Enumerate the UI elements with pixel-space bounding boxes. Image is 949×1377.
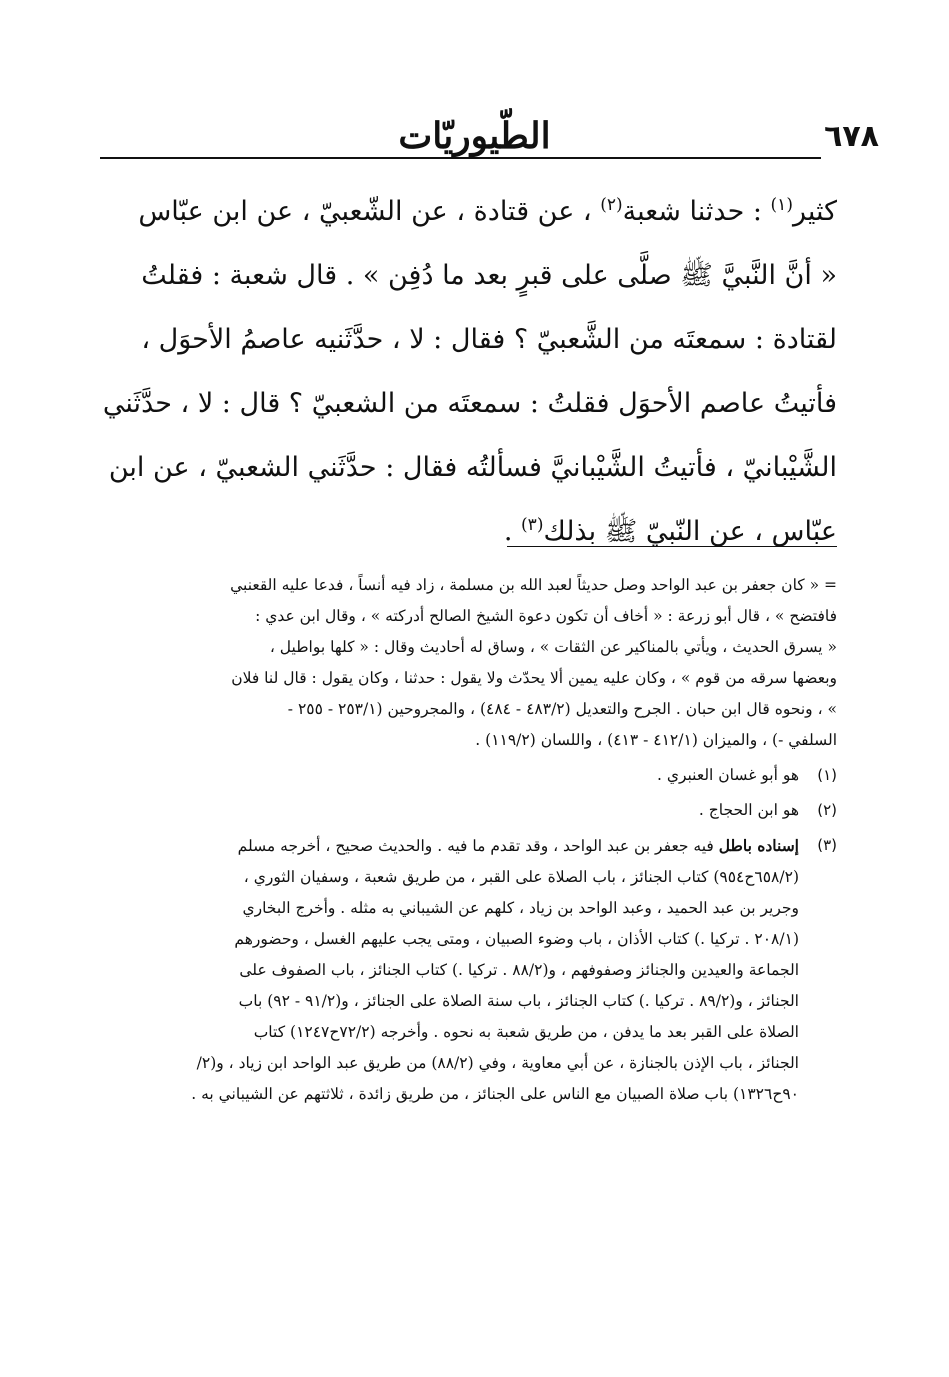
text-line: فأتيتُ عاصم الأحوَل فقلتُ : سمعتَه من الشعبيّ ؟ قال : لا ، حدَّثَني: [102, 388, 837, 419]
footnote-lead: إسناده باطل: [718, 836, 799, 855]
text-segment: كثير: [792, 196, 837, 227]
footnote-1: [96, 760, 837, 791]
text-segment: .: [503, 516, 522, 547]
footnote-line: الصلاة على القبر بعد ما يدفن ، من طريق شعبة به نحوه . وأخرجه (٧٢/٢ح١٢٤٧) كتاب: [253, 1023, 799, 1041]
footnote-line: فافتضح » ، قال أبو زرعة : « أخاف أن تكون دعوة الشيخ الصالح أدركته » ، وقال ابن عدي :: [255, 607, 837, 625]
footnote-number: (١): [817, 766, 837, 784]
footnote-line: = « كان جعفر بن عبد الواحد وصل حديثاً لعبد الله بن مسلمة ، زاد فيه أنساً ، فدعا عليه القعنبي: [230, 576, 837, 594]
footnote-ref: (٣): [521, 515, 544, 535]
footnote-line: الجنائز ، و(٨٩/٢ . تركيا .) كتاب الجنائز ، باب سنة الصلاة على الجنائز ، و(٩١/٢ - ٩٢) باب: [238, 992, 799, 1010]
footnote-line: السلفي -) ، والميزان (٤١٢/١ - ٤١٣) ، واللسان (١١٩/٢) .: [475, 731, 837, 749]
footnote-2: [96, 795, 837, 826]
text-segment: : حدثنا شعبة: [622, 196, 771, 227]
footnote-line: الجماعة والعيدين والجنائز وصفوفهم ، و(٨٨/٢ . تركيا .) كتاب الجنائز ، باب الصفوف على: [239, 961, 799, 979]
footnote-line: الجنائز ، باب الإذن بالجنازة ، عن أبي معاوية ، وفي (٨٨/٢) من طريق عبد الواحد ابن زياد ، و(٢/: [196, 1054, 799, 1072]
footnote-3: [96, 830, 837, 1110]
running-title: الطّيوريّات: [398, 115, 551, 157]
text-line: [96, 500, 837, 564]
footnote-number: (٣): [817, 836, 837, 854]
text-line: لقتادة : سمعتَه من الشَّعبيّ ؟ فقال : لا ، حدَّثَنيه عاصمُ الأحوَل ،: [141, 324, 837, 355]
footnote-line: » ، ونحوه قال ابن حبان . الجرح والتعديل (٤٨٣/٢ - ٤٨٤) ، والمجروحين (٢٥٣/١ - ٢٥٥ -: [287, 700, 837, 718]
footnote-line: [96, 830, 799, 862]
footnote-number: (٢): [817, 801, 837, 819]
text-segment: فيه جعفر بن عبد الواحد ، وقد تقدم ما فيه . والحديث صحيح ، أخرجه مسلم: [237, 837, 719, 855]
footnote-line: وجرير بن عبد الحميد ، وعبد الواحد بن زياد ، كلهم عن الشيباني به مثله . وأخرج البخاري: [242, 899, 799, 917]
text-line: الشَّيْبانيّ ، فأتيتُ الشَّيْبانيَّ فسألتُه فقال : حدَّثَني الشعبيّ ، عن ابن: [108, 452, 837, 483]
page-header: [70, 96, 879, 157]
footnote-continuation: [96, 570, 837, 756]
text-segment: عبّاس ، عن النّبيّ ﷺ بذلك: [543, 516, 837, 547]
footnote-ref: (١): [770, 195, 793, 215]
footnote-line: هو أبو غسان العنبري .: [656, 766, 799, 784]
footnote-line: (٢٠٨/١ . تركيا .) كتاب الأذان ، باب وضوء الصبيان ، ومتى يجب عليهم الغسل ، وحضورهم: [234, 930, 799, 948]
footnote-line: ٩٠ح١٣٢٦) باب صلاة الصبيان مع الناس على الجنائز ، من طريق زائدة ، ثلاثتهم عن الشيباني به .: [191, 1085, 799, 1103]
text-segment: ، عن قتادة ، عن الشّعبيّ ، عن ابن عبّاس: [138, 196, 601, 227]
footnote-ref: (٢): [600, 195, 623, 215]
footnotes: [96, 570, 837, 1110]
footnote-separator: [507, 546, 837, 547]
footnote-line: وبعضها سرقه من قوم » ، وكان عليه يمين ألا يحدّث ولا يقول : حدثنا ، وكان يقول : قال لنا فلان: [231, 669, 837, 687]
hadith-text: [96, 180, 837, 564]
text-line: [96, 180, 837, 244]
footnote-line: (٦٥٨/٢ح٩٥٤) كتاب الجنائز ، باب الصلاة على القبر ، من طريق شعبة ، وسفيان الثوري ،: [243, 868, 799, 886]
header-rule: [100, 157, 821, 159]
footnote-line: « يسرق الحديث ، ويأتي بالمناكير عن الثقات » ، وساق له أحاديث وقال : « كلها بواطيل ،: [269, 638, 837, 656]
text-line: « أنَّ النَّبيَّ ﷺ صلَّى على قبرٍ بعد ما دُفِن » . قال شعبة : فقلتُ: [141, 260, 837, 291]
page-number: ٦٧٨: [824, 119, 879, 154]
footnote-line: هو ابن الحجاج .: [698, 801, 799, 819]
